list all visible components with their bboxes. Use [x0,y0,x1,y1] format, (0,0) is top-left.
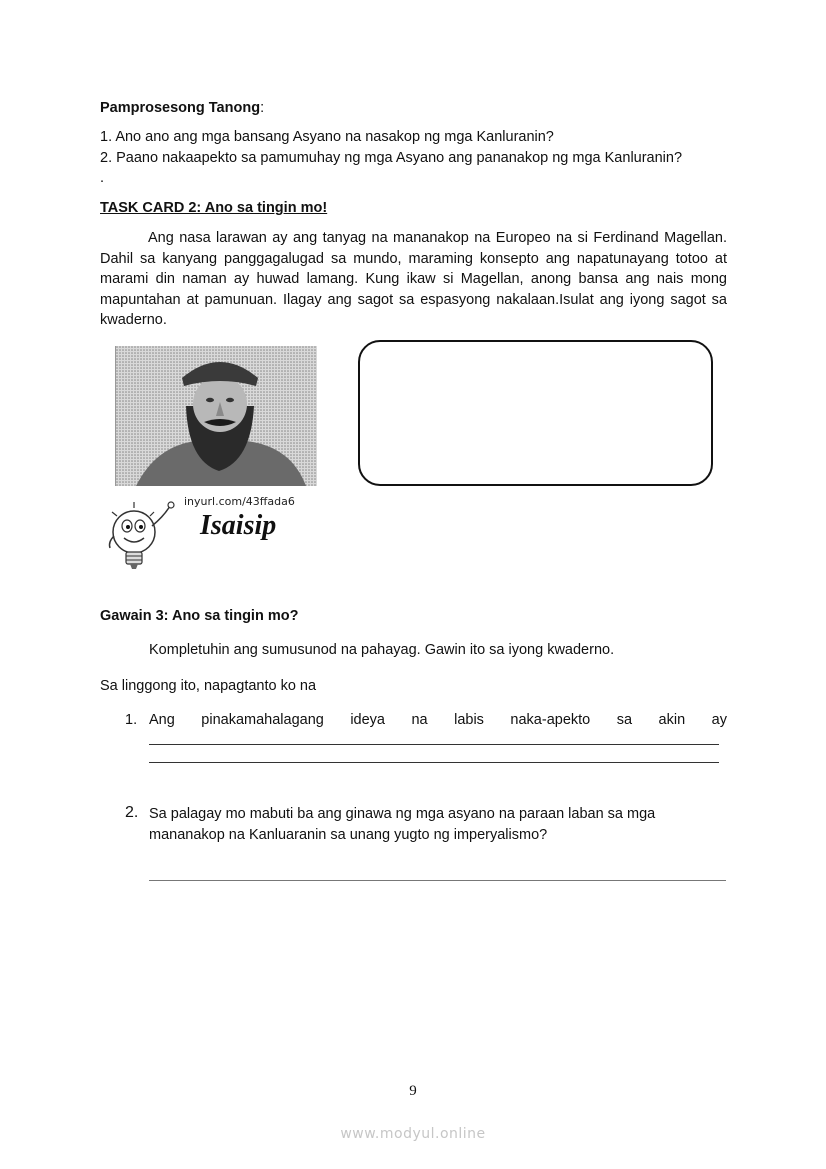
item-1-word: na [411,712,428,728]
item-1-word: pinakamahalagang [201,712,324,728]
item-1-text [149,712,727,728]
item-1-word: naka-apekto [510,712,591,728]
item-1-number: 1. [125,712,138,728]
magellan-portrait-image [115,346,317,486]
page-number: 9 [409,1083,417,1099]
item-1-word: Ang [149,712,175,728]
answer-line[interactable] [149,762,719,763]
heading-colon: : [260,100,265,116]
item-2-line-1: Sa palagay mo mabuti ba ang ginawa ng mga asyano na paraan laban sa mga [149,806,656,822]
item-1-word: ideya [350,712,385,728]
paragraph-text: Ang nasa larawan ay ang tanyag na mananakop na Europeo na si Ferdinand Magellan. Dahil sa kanyang panggagalugad sa mundo, maraming konsepto ang napatunayang totoo at marami din naman ay huwad lamang. Kung ikaw si Magellan, anong bansa ang nais mong mapuntahan at pamunuan. Ilagay ang sagot sa espasyong nakalaan.Isulat ang iyong sagot sa kwaderno. [100,230,727,329]
item-1-word: sa [616,712,633,728]
item-1-word: ay [711,712,727,728]
answer-line[interactable] [149,744,719,745]
item-1-word: akin [658,712,686,728]
watermark: www.modyul.online [340,1126,486,1142]
gawain-3-title: Gawain 3: Ano sa tingin mo? [100,608,299,624]
portrait-illustration [116,346,317,486]
stray-dot: . [100,170,105,186]
heading-text: Pamprosesong Tanong [100,100,261,116]
processing-questions-heading [100,100,264,116]
task-card-paragraph [100,228,727,331]
item-2-line-2: mananakop na Kanluaranin sa unang yugto ng imperyalismo? [149,827,548,843]
answer-box[interactable] [358,340,713,486]
image-caption: inyurl.com/43ffada6 [184,495,295,508]
item-1-word: labis [454,712,484,728]
section-title-isaisip: Isaisip [200,510,277,541]
gawain-3-instruction: Kompletuhin ang sumusunod na pahayag. Gawin ito sa iyong kwaderno. [149,642,615,658]
lightbulb-mascot-icon [104,496,184,576]
answer-line[interactable] [149,880,726,881]
question-1: 1. Ano ano ang mga bansang Asyano na nasakop ng mga Kanluranin? [100,129,554,145]
task-card-title: TASK CARD 2: Ano sa tingin mo! [100,200,328,216]
question-2: 2. Paano nakaapekto sa pamumuhay ng mga Asyano ang pananakop ng mga Kanluranin? [100,150,683,166]
item-2-number: 2. [125,804,139,821]
gawain-3-lead: Sa linggong ito, napagtanto ko na [100,678,317,694]
